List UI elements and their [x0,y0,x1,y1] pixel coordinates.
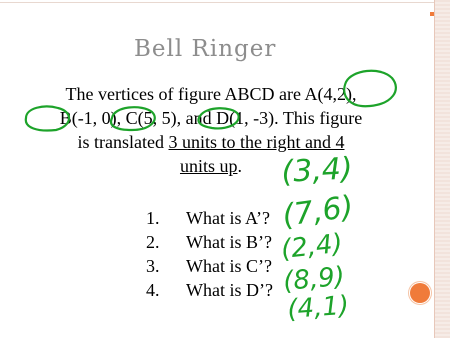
paragraph-line-2: B(-1, 0), C(5, 5), and D(1, -3). This figure [59,108,363,128]
paragraph-line-4-underlined: units up [179,156,238,176]
circle-vertex-a [344,71,396,106]
handwritten-answer-b: (2,4) [279,228,345,265]
question-number: 1. [146,208,160,228]
paragraph-line-1: The vertices of figure ABCD are A(4,2), [65,84,357,104]
paragraph-line-4-post: . [237,156,242,176]
title-text: Bell Ringer [134,36,277,62]
circle-vertex-b [26,106,69,130]
question-text: What is D’? [186,280,273,300]
question-text: What is A’? [186,208,270,228]
question-number: 2. [146,232,160,252]
handwritten-answer-c: (8,9) [281,261,347,297]
paragraph-line-3-underlined: 3 units to the right and 4 [168,132,345,152]
handwritten-translation: (3,4) [280,151,354,190]
handwritten-answer-d: (4,1) [286,290,350,325]
circle-vertex-d [199,108,239,128]
paragraph-line-3-pre: is translated [77,132,169,152]
question-text: What is C’? [186,256,272,276]
circle-vertex-c [111,107,155,130]
handwritten-answer-a: (7,6) [280,189,356,234]
question-number: 4. [146,280,160,300]
decorative-dot [410,283,430,303]
question-number: 3. [146,256,160,276]
question-text: What is B’? [186,232,272,252]
